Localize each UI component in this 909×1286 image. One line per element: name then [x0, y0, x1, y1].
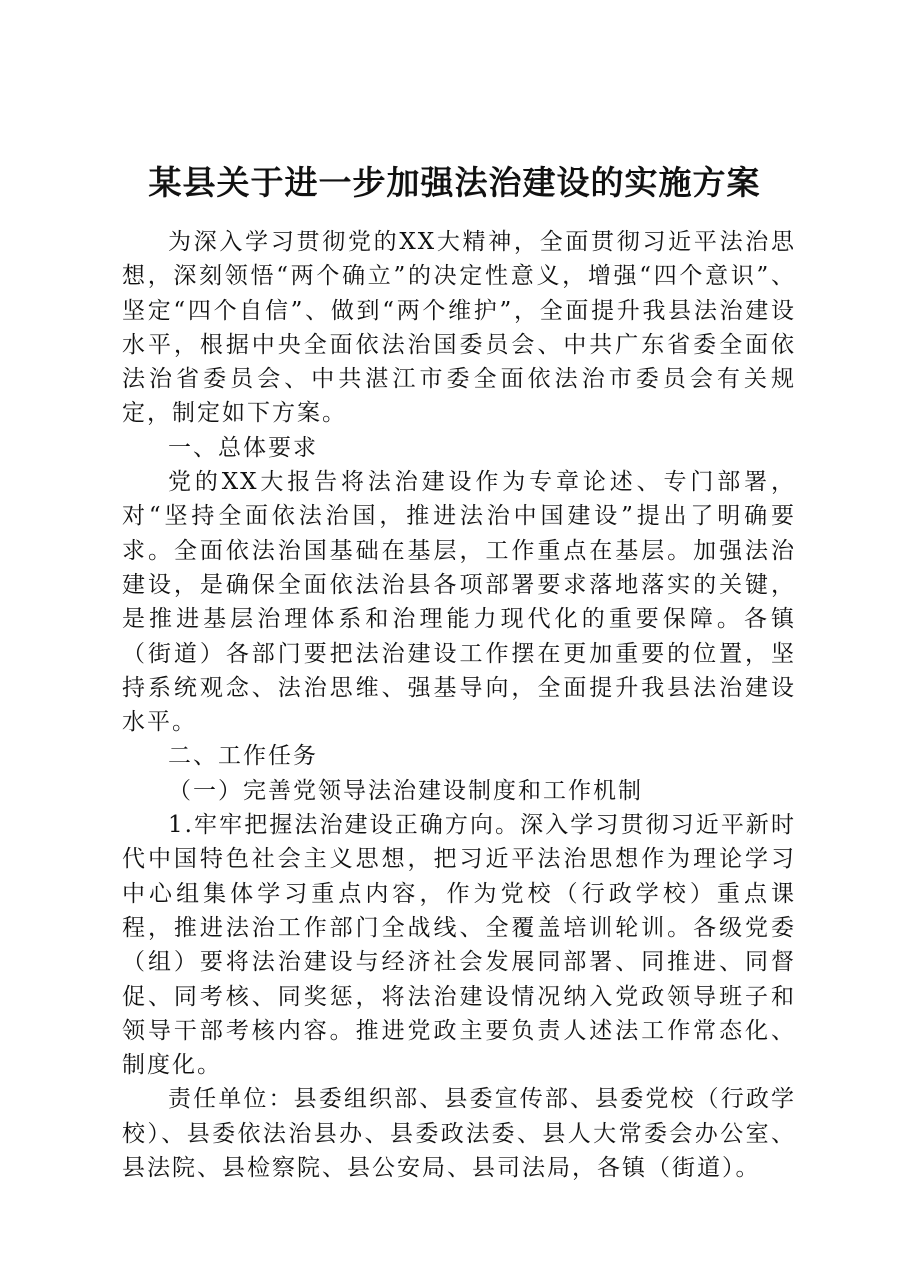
- subsection-heading-1: （一）完善党领导法治建设制度和工作机制: [168, 777, 643, 804]
- section-heading-general-requirements: 一、总体要求: [168, 434, 318, 461]
- intro-paragraph: 为深入学习贯彻党的XX大精神，全面贯彻习近平法治思想，深刻领悟“两个确立”的决定性意义，增强“四个意识”、坚定“四个自信”、做到“两个维护”，全面提升我县法治建设水平，根据中央全面依法治国委员会、中共广东省委全面依法治省委员会、中共湛江市委全面依法治市委员会有关规定，制定如下方案。: [122, 229, 796, 427]
- document-title: 某县关于进一步加强法治建设的实施方案: [148, 163, 761, 202]
- task-item-1-paragraph: 1.牢牢把握法治建设正确方向。深入学习贯彻习近平新时代中国特色社会主义思想，把习近平法治思想作为理论学习中心组集体学习重点内容，作为党校（行政学校）重点课程，推进法治工作部门全战线、全覆盖培训轮训。各级党委（组）要将法治建设与经济社会发展同部署、同推进、同督促、同考核、同奖惩，将法治建设情况纳入党政领导班子和领导干部考核内容。推进党政主要负责人述法工作常态化、制度化。: [122, 812, 796, 1079]
- general-requirements-paragraph: 党的XX大报告将法治建设作为专章论述、专门部署，对“坚持全面依法治国，推进法治中国建设”提出了明确要求。全面依法治国基础在基层，工作重点在基层。加强法治建设，是确保全面依法治县各项部署要求落地落实的关键，是推进基层治理体系和治理能力现代化的重要保障。各镇（街道）各部门要把法治建设工作摆在更加重要的位置，坚持系统观念、法治思维、强基导向，全面提升我县法治建设水平。: [122, 469, 796, 736]
- responsible-units-paragraph: 责任单位：县委组织部、县委宣传部、县委党校（行政学校）、县委依法治县办、县委政法委、县人大常委会办公室、县法院、县检察院、县公安局、县司法局，各镇（街道）。: [122, 1086, 796, 1182]
- document-body: [122, 225, 796, 1185]
- section-heading-work-tasks: 二、工作任务: [168, 743, 318, 770]
